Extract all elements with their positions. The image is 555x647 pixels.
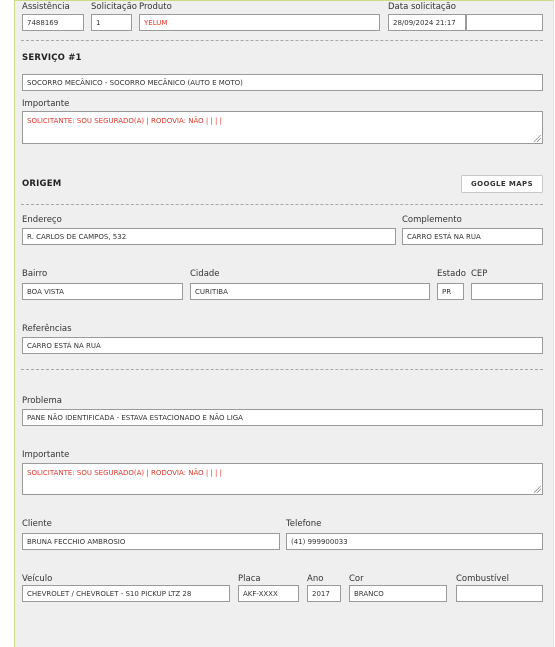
problema-field[interactable]: PANE NÃO IDENTIFICADA - ESTAVA ESTACIONADO E NÃO LIGA [22, 409, 543, 426]
cep-label: CEP [471, 269, 488, 279]
servico-field[interactable]: SOCORRO MECÂNICO - SOCORRO MECÂNICO (AUTO E MOTO) [22, 74, 543, 91]
assistencia-field[interactable]: 7488169 [22, 14, 84, 31]
ano-field[interactable]: 2017 [307, 585, 341, 602]
servico-title: SERVIÇO #1 [22, 53, 82, 63]
placa-field[interactable]: AKF-XXXX [238, 585, 299, 602]
divider [21, 40, 543, 41]
cep-field[interactable] [471, 283, 543, 300]
divider [21, 369, 543, 370]
divider [21, 204, 543, 205]
cor-label: Cor [349, 574, 364, 584]
cidade-label: Cidade [190, 269, 220, 279]
data-solicitacao-field[interactable]: 28/09/2024 21:17 [388, 14, 466, 31]
estado-label: Estado [437, 269, 466, 279]
endereco-label: Endereço [22, 215, 62, 225]
assistencia-label: Assistência [22, 2, 70, 12]
problema-importante-textarea[interactable] [22, 463, 543, 495]
servico-importante-text: SOLICITANTE: SOU SEGURADO(A) | RODOVIA: NÃO | | | | [27, 117, 222, 125]
google-maps-button[interactable]: GOOGLE MAPS [461, 175, 543, 193]
cidade-field[interactable]: CURITIBA [190, 283, 430, 300]
endereco-field[interactable]: R. CARLOS DE CAMPOS, 532 [22, 228, 396, 245]
produto-label: Produto [139, 2, 172, 12]
bairro-label: Bairro [22, 269, 48, 279]
veiculo-field[interactable]: CHEVROLET / CHEVROLET - S10 PICKUP LTZ 28 [22, 585, 230, 602]
problema-label: Problema [22, 396, 62, 406]
problema-importante-label: Importante [22, 450, 70, 460]
veiculo-label: Veículo [22, 574, 53, 584]
bairro-field[interactable]: BOA VISTA [22, 283, 183, 300]
referencias-field[interactable]: CARRO ESTÁ NA RUA [22, 337, 543, 354]
resize-grip-icon[interactable] [534, 486, 541, 493]
combustivel-label: Combustível [456, 574, 509, 584]
problema-importante-text: SOLICITANTE: SOU SEGURADO(A) | RODOVIA: NÃO | | | | [27, 469, 222, 477]
solicitacao-label: Solicitação [91, 2, 137, 12]
servico-importante-textarea[interactable] [22, 111, 543, 144]
telefone-field[interactable]: (41) 999900033 [286, 533, 543, 550]
combustivel-field[interactable] [456, 585, 543, 602]
referencias-label: Referências [22, 324, 72, 334]
produto-field[interactable]: YELUM [139, 14, 380, 31]
solicitacao-field[interactable]: 1 [91, 14, 132, 31]
complemento-label: Complemento [402, 215, 462, 225]
servico-importante-label: Importante [22, 99, 70, 109]
estado-field[interactable]: PR [437, 283, 464, 300]
resize-grip-icon[interactable] [534, 135, 541, 142]
extra-header-field[interactable] [466, 14, 543, 31]
placa-label: Placa [238, 574, 261, 584]
cliente-field[interactable]: BRUNA FECCHIO AMBROSIO [22, 533, 280, 550]
cliente-label: Cliente [22, 519, 52, 529]
origem-title: ORIGEM [22, 179, 62, 189]
telefone-label: Telefone [286, 519, 322, 529]
complemento-field[interactable]: CARRO ESTÁ NA RUA [402, 228, 543, 245]
data-solicitacao-label: Data solicitação [388, 2, 457, 12]
ano-label: Ano [307, 574, 324, 584]
cor-field[interactable]: BRANCO [349, 585, 447, 602]
